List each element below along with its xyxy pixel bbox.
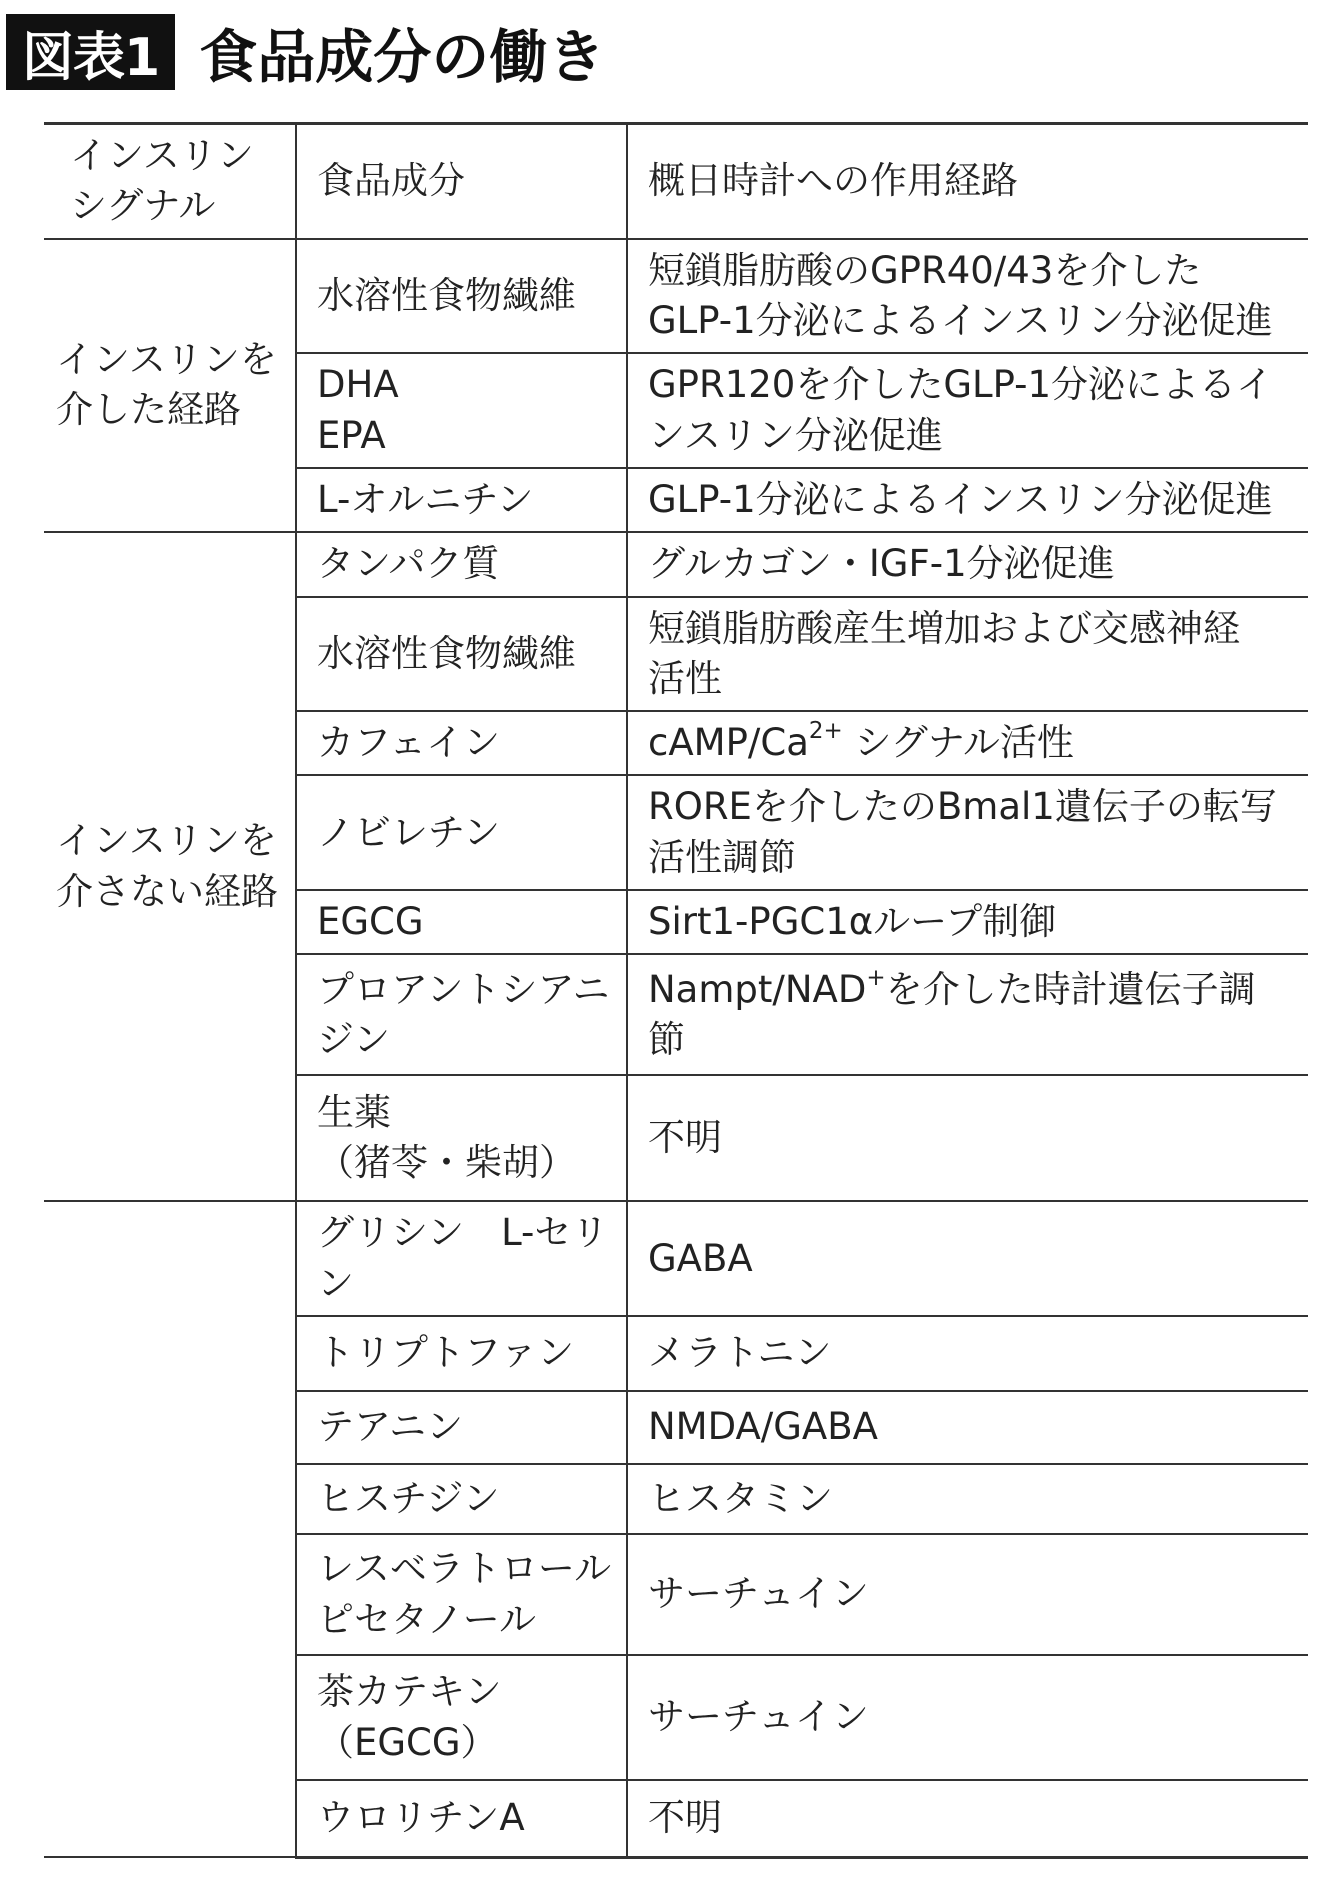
- pathway-cell: ROREを介したのBmal1遺伝子の転写 活性調節: [627, 775, 1308, 890]
- pathway-cell: GLP-1分泌によるインスリン分泌促進: [627, 468, 1308, 532]
- component-cell: タンパク質: [296, 532, 627, 596]
- superscript: 2+: [808, 717, 843, 744]
- pathway-text: を介した時計遺伝子調 節: [648, 967, 1256, 1061]
- pathway-text: Nampt/NAD: [648, 967, 867, 1011]
- pathway-text: cAMP/Ca: [648, 721, 809, 765]
- table-row: [44, 532, 1308, 596]
- column-header-pathway: 概日時計への作用経路: [627, 124, 1308, 239]
- pathway-cell: メラトニン: [627, 1316, 1308, 1391]
- pathway-cell: [627, 954, 1308, 1075]
- component-cell: 水溶性食物繊維: [296, 239, 627, 354]
- component-cell: テアニン: [296, 1391, 627, 1464]
- group-label-insulin-mediated: インスリンを 介した経路: [44, 239, 296, 533]
- table-header-row: [44, 124, 1308, 239]
- pathway-cell: 短鎖脂肪酸のGPR40/43を介した GLP-1分泌によるインスリン分泌促進: [627, 239, 1308, 354]
- column-header-insulin-signal: インスリン シグナル: [44, 124, 296, 239]
- superscript: +: [866, 964, 886, 991]
- table-row: [44, 239, 1308, 354]
- component-cell: カフェイン: [296, 711, 627, 775]
- table-row: [44, 1201, 1308, 1316]
- component-cell: 生薬 （猪苓・柴胡）: [296, 1075, 627, 1201]
- pathway-cell: サーチュイン: [627, 1534, 1308, 1655]
- pathway-cell: [627, 711, 1308, 775]
- component-cell: EGCG: [296, 890, 627, 954]
- pathway-cell: GPR120を介したGLP-1分泌によるイ ンスリン分泌促進: [627, 353, 1308, 468]
- group-label-other: [44, 1201, 296, 1857]
- figure-title: 食品成分の働き: [199, 23, 606, 91]
- component-cell: グリシン L-セリン: [296, 1201, 627, 1316]
- component-cell: プロアントシアニ ジン: [296, 954, 627, 1075]
- pathway-cell: サーチュイン: [627, 1655, 1308, 1780]
- group-label-non-insulin: インスリンを 介さない経路: [44, 532, 296, 1201]
- pathway-text: シグナル活性: [842, 721, 1074, 765]
- pathway-cell: GABA: [627, 1201, 1308, 1316]
- figure-header: [6, 14, 605, 90]
- component-cell: ノビレチン: [296, 775, 627, 890]
- pathway-cell: NMDA/GABA: [627, 1391, 1308, 1464]
- component-cell: DHA EPA: [296, 353, 627, 468]
- pathway-cell: ヒスタミン: [627, 1464, 1308, 1534]
- component-cell: ヒスチジン: [296, 1464, 627, 1534]
- pathway-cell: 不明: [627, 1075, 1308, 1201]
- component-cell: 水溶性食物繊維: [296, 597, 627, 712]
- component-cell: 茶カテキン （EGCG）: [296, 1655, 627, 1780]
- component-cell: ウロリチンA: [296, 1780, 627, 1857]
- component-cell: L-オルニチン: [296, 468, 627, 532]
- pathway-cell: グルカゴン・IGF-1分泌促進: [627, 532, 1308, 596]
- figure-badge: 図表1: [6, 14, 175, 90]
- pathway-cell: 不明: [627, 1780, 1308, 1857]
- component-cell: レスベラトロール ピセタノール: [296, 1534, 627, 1655]
- pathway-cell: Sirt1-PGC1αループ制御: [627, 890, 1308, 954]
- pathway-cell: 短鎖脂肪酸産生増加および交感神経 活性: [627, 597, 1308, 712]
- column-header-food-component: 食品成分: [296, 124, 627, 239]
- food-component-table: [44, 122, 1308, 1859]
- component-cell: トリプトファン: [296, 1316, 627, 1391]
